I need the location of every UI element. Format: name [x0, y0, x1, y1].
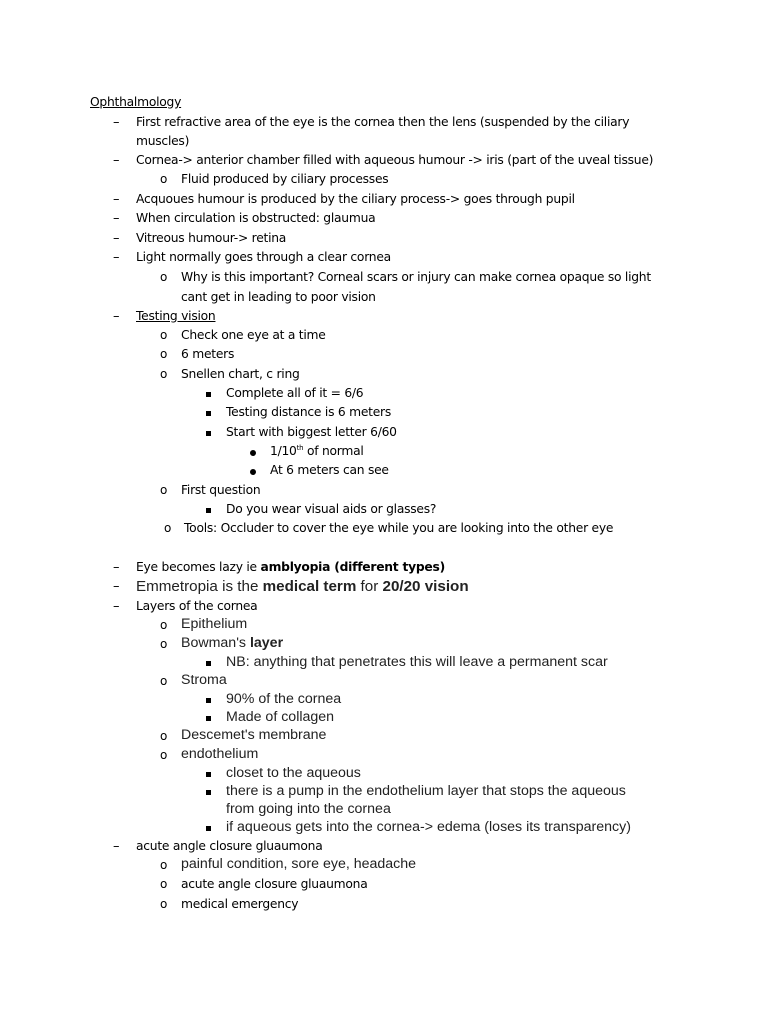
- note-line: endothelium: [181, 746, 259, 762]
- round-bullet: [250, 450, 256, 456]
- note-line: NB: anything that penetrates this will leave a permanent scar: [226, 654, 608, 670]
- square-bullet: [206, 698, 211, 703]
- square-bullet: [206, 826, 211, 831]
- dash-bullet: –: [113, 211, 120, 226]
- note-line: Why is this important? Corneal scars or injury can make cornea opaque so light: [181, 270, 651, 284]
- square-bullet: [206, 716, 211, 721]
- note-line: At 6 meters can see: [270, 463, 389, 477]
- note-line: Light normally goes through a clear cornea: [136, 250, 391, 264]
- dash-bullet: –: [113, 192, 120, 207]
- note-line: Snellen chart, c ring: [181, 367, 300, 381]
- note-line: Descemet's membrane: [181, 727, 327, 743]
- note-line: if aqueous gets into the cornea-> edema (loses its transparency): [226, 819, 631, 835]
- circle-bullet: o: [160, 637, 168, 651]
- note-line: Emmetropia is the medical term for 20/20 vision: [136, 578, 469, 595]
- note-line: Layers of the cornea: [136, 599, 258, 613]
- circle-bullet: o: [160, 858, 168, 872]
- square-bullet: [206, 508, 211, 513]
- note-line: Bowman's layer: [181, 635, 284, 651]
- circle-bullet: o: [164, 521, 172, 535]
- note-line: Made of collagen: [226, 709, 335, 725]
- note-line: cant get in leading to poor vision: [181, 290, 376, 304]
- circle-bullet: o: [160, 270, 168, 284]
- square-bullet: [206, 392, 211, 397]
- dash-bullet: –: [113, 579, 120, 594]
- square-bullet: [206, 661, 211, 666]
- round-bullet: [250, 469, 256, 475]
- circle-bullet: o: [160, 729, 168, 743]
- note-line: 1/10th of normal: [270, 444, 364, 458]
- note-line: Cornea-> anterior chamber filled with aqueous humour -> iris (part of the uveal tissue): [136, 153, 654, 167]
- note-line: Vitreous humour-> retina: [136, 231, 287, 245]
- note-line: When circulation is obstructed: glaumua: [136, 211, 376, 225]
- note-line: Acquoues humour is produced by the ciliary process-> goes through pupil: [136, 192, 575, 206]
- square-bullet: [206, 431, 211, 436]
- document-title: Ophthalmology: [90, 95, 182, 109]
- dash-bullet: –: [113, 231, 120, 246]
- circle-bullet: o: [160, 367, 168, 381]
- circle-bullet: o: [160, 328, 168, 342]
- note-line: medical emergency: [181, 897, 299, 911]
- circle-bullet: o: [160, 347, 168, 361]
- section-heading: Testing vision: [136, 309, 216, 323]
- note-line: Stroma: [181, 672, 227, 688]
- dash-bullet: –: [113, 153, 120, 168]
- note-line: 90% of the cornea: [226, 691, 342, 707]
- note-line: First question: [181, 483, 261, 497]
- circle-bullet: o: [160, 748, 168, 762]
- note-line: muscles): [136, 134, 190, 148]
- note-line: painful condition, sore eye, headache: [181, 856, 417, 872]
- circle-bullet: o: [160, 877, 168, 891]
- note-line: 6 meters: [181, 347, 235, 361]
- note-line: acute angle closure gluaumona: [181, 877, 368, 891]
- note-line: Check one eye at a time: [181, 328, 326, 342]
- dash-bullet: –: [113, 309, 120, 324]
- note-line: there is a pump in the endothelium layer that stops the aqueous: [226, 783, 626, 799]
- note-line: Epithelium: [181, 616, 248, 632]
- note-line: Start with biggest letter 6/60: [226, 425, 397, 439]
- note-line: Testing distance is 6 meters: [226, 405, 392, 419]
- square-bullet: [206, 790, 211, 795]
- circle-bullet: o: [160, 618, 168, 632]
- circle-bullet: o: [160, 483, 168, 497]
- note-line: from going into the cornea: [226, 801, 391, 817]
- dash-bullet: –: [113, 560, 120, 575]
- dash-bullet: –: [113, 599, 120, 614]
- circle-bullet: o: [160, 897, 168, 911]
- note-line: closet to the aqueous: [226, 765, 361, 781]
- circle-bullet: o: [160, 674, 168, 688]
- note-line: First refractive area of the eye is the cornea then the lens (suspended by the ciliary: [136, 115, 630, 129]
- note-line: Fluid produced by ciliary processes: [181, 172, 389, 186]
- note-line: Do you wear visual aids or glasses?: [226, 502, 437, 516]
- dash-bullet: –: [113, 115, 120, 130]
- square-bullet: [206, 772, 211, 777]
- note-line: Tools: Occluder to cover the eye while you are looking into the other eye: [184, 521, 614, 535]
- note-line: Eye becomes lazy ie amblyopia (different types): [136, 560, 445, 574]
- note-line: Complete all of it = 6/6: [226, 386, 364, 400]
- dash-bullet: –: [113, 250, 120, 265]
- note-line: acute angle closure gluaumona: [136, 839, 323, 853]
- square-bullet: [206, 411, 211, 416]
- circle-bullet: o: [160, 172, 168, 186]
- dash-bullet: –: [113, 839, 120, 854]
